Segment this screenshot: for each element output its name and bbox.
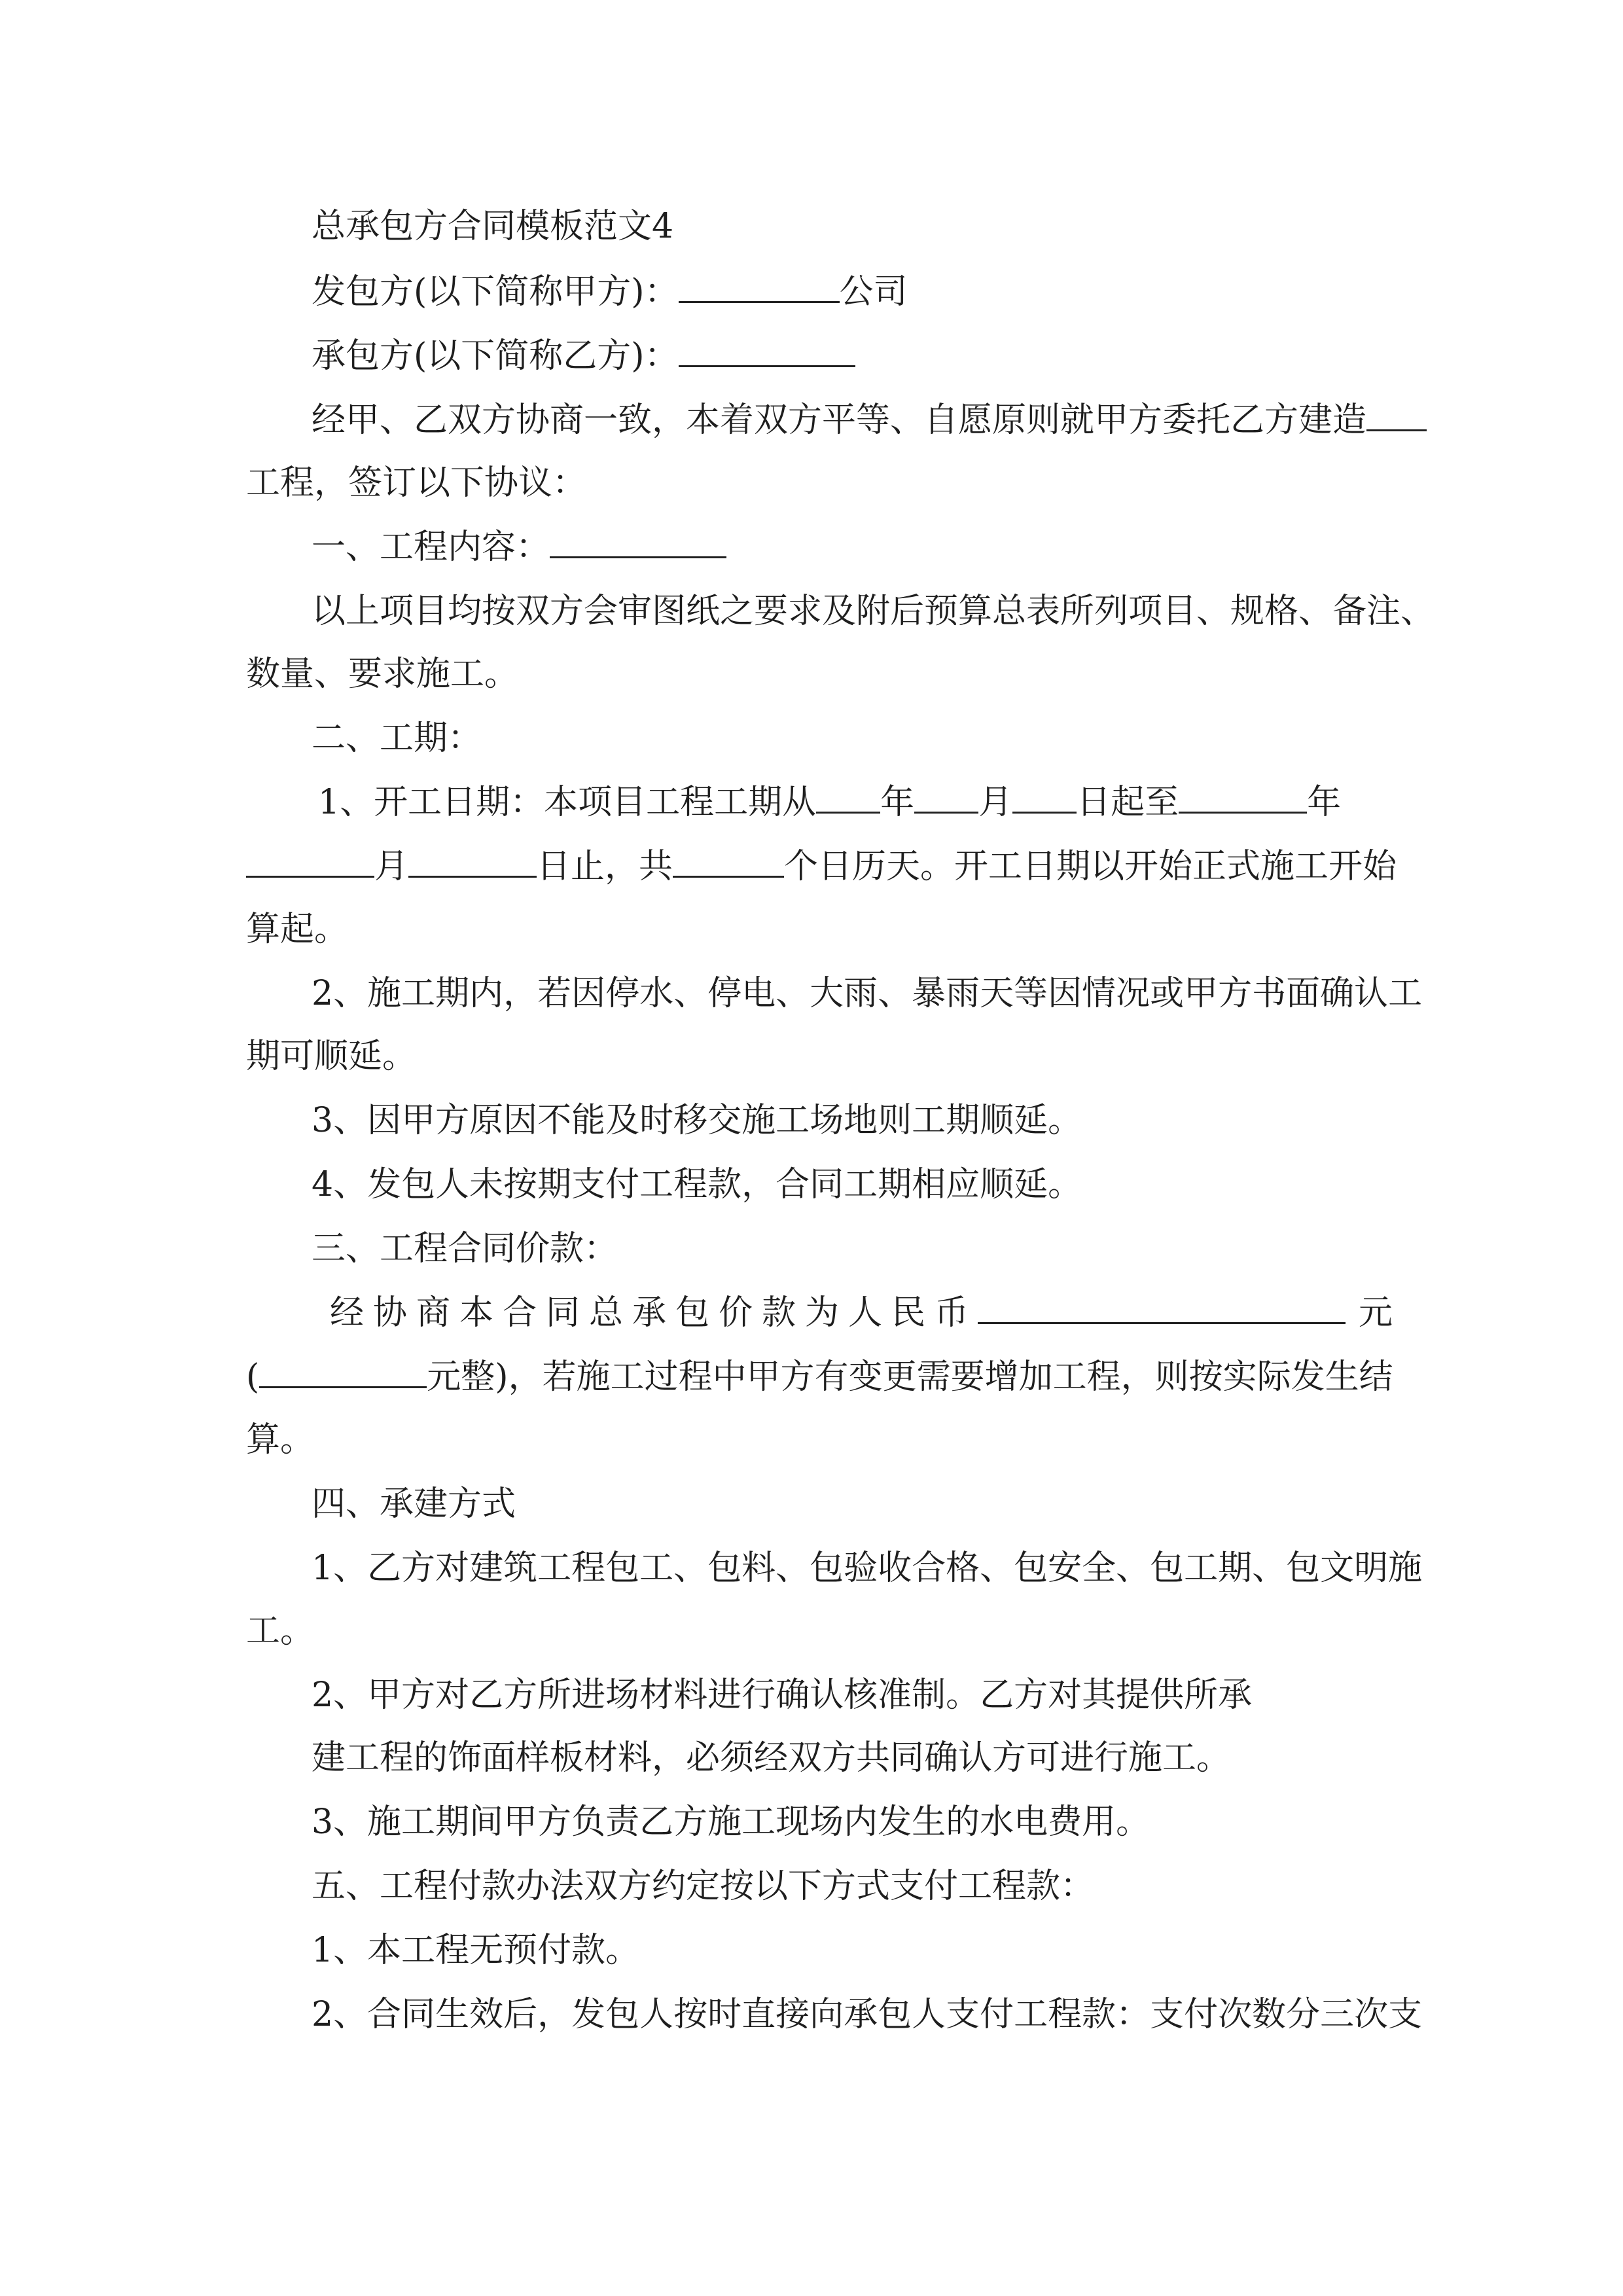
contract-price-text: 经协商本合同总承包价款为人民币 bbox=[330, 1293, 978, 1333]
section-4-item-3: 3、施工期间甲方负责乙方施工现场内发生的水电费用。 bbox=[312, 1803, 1150, 1842]
start-year-blank bbox=[816, 785, 880, 814]
section-2-item-3: 3、因甲方原因不能及时移交施工场地则工期顺延。 bbox=[312, 1101, 1082, 1140]
section-2-item-2-line-1: 2、施工期内，若因停水、停电、大雨、暴雨天等因情况或甲方书面确认工 bbox=[312, 974, 1423, 1013]
section-3-para-line-1 bbox=[330, 1292, 1393, 1334]
end-month-blank bbox=[246, 850, 374, 878]
section-3-para-line-3: 算。 bbox=[246, 1420, 315, 1460]
section-5-heading: 五、工程付款办法双方约定按以下方式支付工程款： bbox=[312, 1867, 1095, 1906]
yuan-label: 元 bbox=[1359, 1293, 1393, 1333]
section-1-para-line-2: 数量、要求施工。 bbox=[246, 655, 519, 694]
section-2-item-4: 4、发包人未按期支付工程款，合同工期相应顺延。 bbox=[312, 1165, 1082, 1204]
price-amount-blank bbox=[978, 1296, 1346, 1324]
doc-title: 总承包方合同模板范文4 bbox=[312, 207, 674, 246]
year-label: 年 bbox=[880, 783, 915, 822]
price-words-blank bbox=[259, 1360, 427, 1388]
calendar-days-text: 个日历天。开工日期以开始正式施工开始 bbox=[784, 847, 1397, 886]
total-days-blank bbox=[673, 850, 784, 878]
month-label: 月 bbox=[978, 783, 1013, 822]
day-to-label: 日止，共 bbox=[537, 847, 673, 886]
section-4-item-2-line-2: 建工程的饰面样板材料，必须经双方共同确认方可进行施工。 bbox=[312, 1738, 1231, 1778]
open-paren: ( bbox=[246, 1357, 260, 1397]
intro-line-2: 工程，签订以下协议： bbox=[246, 463, 587, 503]
work-content-blank bbox=[550, 530, 726, 558]
party-b-line bbox=[312, 335, 1463, 377]
end-day-blank bbox=[408, 850, 537, 878]
start-day-blank bbox=[1012, 785, 1077, 814]
party-a-blank bbox=[679, 275, 840, 303]
project-name-blank bbox=[1366, 403, 1427, 431]
party-b-blank bbox=[679, 339, 855, 367]
section-4-item-2-line-1: 2、甲方对乙方所进场材料进行确认核准制。乙方对其提供所承 bbox=[312, 1676, 1253, 1715]
party-b-label: 承包方(以下简称乙方)： bbox=[312, 336, 679, 376]
section-3-heading: 三、工程合同价款： bbox=[312, 1229, 618, 1268]
section-2-item-1-line-2 bbox=[246, 846, 1398, 888]
section-2-item-1-line-1 bbox=[318, 781, 1470, 823]
section-1-heading-line bbox=[312, 526, 1463, 568]
section-5-item-1: 1、本工程无预付款。 bbox=[312, 1931, 640, 1970]
section-4-item-1-line-2: 工。 bbox=[246, 1611, 315, 1651]
party-a-label: 发包方(以下简称甲方)： bbox=[312, 272, 679, 312]
price-words-text: 元整)，若施工过程中甲方有变更需要增加工程，则按实际发生结 bbox=[427, 1357, 1393, 1397]
party-a-suffix: 公司 bbox=[839, 272, 908, 312]
section-3-para-line-2 bbox=[246, 1356, 1398, 1398]
start-month-blank bbox=[914, 785, 978, 814]
year-label-2: 年 bbox=[1307, 783, 1342, 822]
section-1-para-line-1: 以上项目均按双方会审图纸之要求及附后预算总表所列项目、规格、备注、 bbox=[312, 592, 1435, 631]
section-4-item-1-line-1: 1、乙方对建筑工程包工、包料、包验收合格、包安全、包工期、包文明施 bbox=[312, 1549, 1423, 1588]
day-from-label: 日起至 bbox=[1077, 783, 1179, 822]
section-2-item-2-line-2: 期可顺延。 bbox=[246, 1037, 417, 1076]
section-1-heading: 一、工程内容： bbox=[312, 528, 550, 567]
month-label-2: 月 bbox=[374, 847, 409, 886]
party-a-line bbox=[312, 271, 1463, 313]
start-date-text: 1、开工日期：本项目工程工期从 bbox=[318, 783, 817, 822]
section-2-item-1-line-3: 算起。 bbox=[246, 910, 349, 949]
section-2-heading: 二、工期： bbox=[312, 719, 482, 758]
intro-line-1 bbox=[312, 399, 1463, 441]
end-year-blank bbox=[1179, 785, 1307, 814]
intro-text-1: 经甲、乙双方协商一致，本着双方平等、自愿原则就甲方委托乙方建造 bbox=[312, 401, 1367, 440]
section-5-item-2: 2、合同生效后，发包人按时直接向承包人支付工程款：支付次数分三次支 bbox=[312, 1995, 1423, 2034]
section-4-heading: 四、承建方式 bbox=[312, 1484, 516, 1524]
